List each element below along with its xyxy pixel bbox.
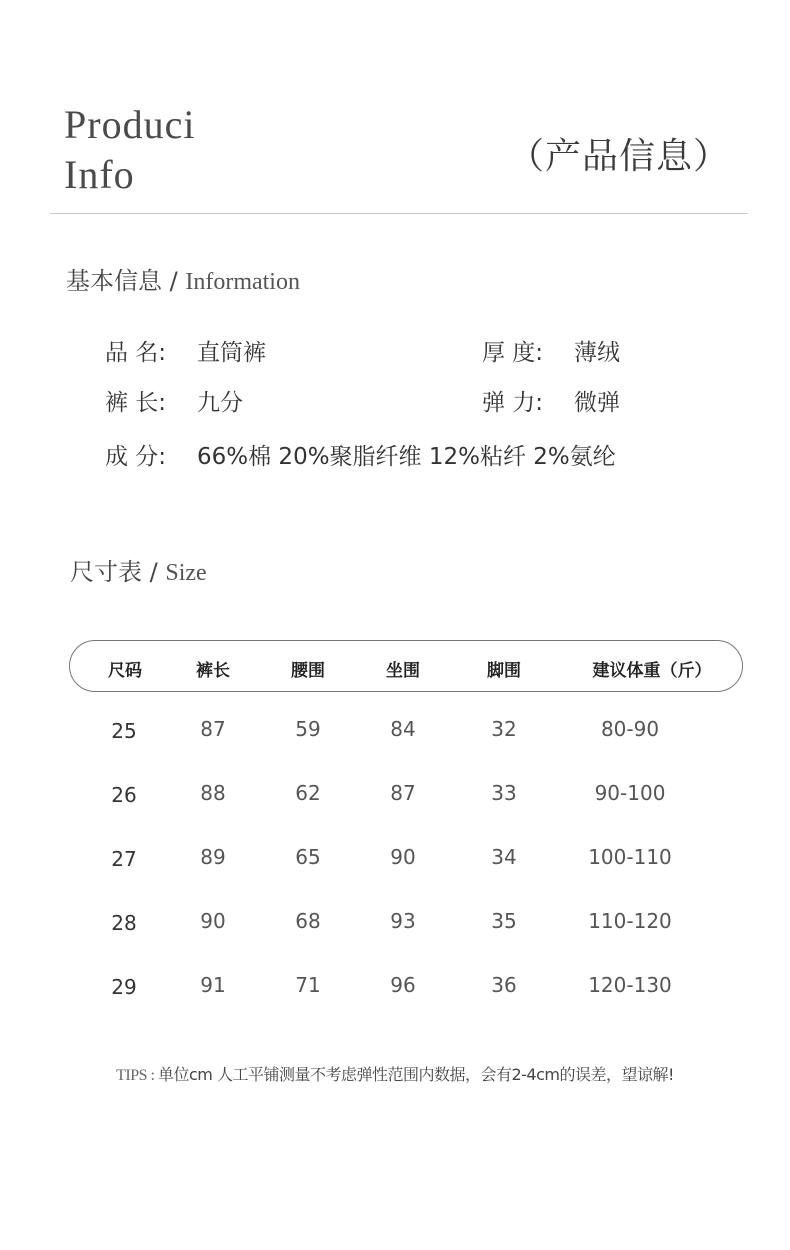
size-table-cell: 28 bbox=[111, 911, 137, 935]
info-item-length bbox=[105, 388, 243, 418]
header-divider bbox=[50, 213, 748, 214]
size-table-header-cell: 坐围 bbox=[386, 661, 420, 681]
size-table-cell: 87 bbox=[390, 781, 416, 805]
size-table-cell: 34 bbox=[491, 845, 517, 869]
size-table-header-cell: 裤长 bbox=[196, 661, 230, 681]
info-value: 薄绒 bbox=[574, 340, 620, 366]
size-table-cell: 89 bbox=[200, 845, 226, 869]
size-table-header-cell: 腰围 bbox=[291, 661, 325, 681]
size-table-cell: 32 bbox=[491, 717, 517, 741]
size-table-cell: 59 bbox=[295, 717, 321, 741]
size-table-cell: 35 bbox=[491, 909, 517, 933]
size-table-cell: 65 bbox=[295, 845, 321, 869]
size-table-cell: 91 bbox=[200, 973, 226, 997]
info-item-composition bbox=[105, 442, 616, 472]
size-table-cell: 90 bbox=[390, 845, 416, 869]
info-value: 九分 bbox=[197, 390, 243, 416]
info-item-thickness bbox=[482, 338, 620, 368]
info-item-elasticity bbox=[482, 388, 620, 418]
size-title-cn: 尺寸表 / bbox=[70, 558, 166, 586]
info-label: 裤 长: bbox=[105, 390, 167, 416]
size-table-header-cell: 尺码 bbox=[108, 661, 142, 681]
size-table-cell: 27 bbox=[111, 847, 137, 871]
size-table-cell: 25 bbox=[111, 719, 137, 743]
info-label: 成 分: bbox=[105, 444, 167, 470]
size-table-header-cell: 建议体重（斤） bbox=[592, 661, 712, 681]
page-title-cn: （产品信息） bbox=[507, 136, 730, 177]
size-table-cell: 80-90 bbox=[600, 717, 660, 741]
size-table-header-cell: 脚围 bbox=[487, 661, 521, 681]
size-table-cell: 29 bbox=[111, 975, 137, 999]
info-label: 品 名: bbox=[105, 340, 167, 366]
size-table-cell: 110-120 bbox=[588, 909, 672, 933]
basic-info-title-en: Information bbox=[185, 269, 300, 295]
size-table-cell: 84 bbox=[390, 717, 416, 741]
info-value: 微弹 bbox=[574, 390, 620, 416]
size-table-cell: 96 bbox=[390, 973, 416, 997]
size-table-cell: 87 bbox=[200, 717, 226, 741]
tips-text: 单位cm 人工平铺测量不考虑弹性范围内数据，会有2-4cm的误差，望谅解! bbox=[157, 1065, 674, 1084]
size-table-cell: 90-100 bbox=[594, 781, 666, 805]
size-table-cell: 71 bbox=[295, 973, 321, 997]
info-value: 直筒裤 bbox=[197, 340, 266, 366]
size-table-cell: 33 bbox=[491, 781, 517, 805]
size-table-cell: 68 bbox=[295, 909, 321, 933]
info-label: 厚 度: bbox=[482, 340, 544, 366]
title-line-2: Info bbox=[64, 152, 135, 197]
size-title bbox=[70, 557, 207, 588]
info-item-name bbox=[105, 338, 266, 368]
size-table-cell: 90 bbox=[200, 909, 226, 933]
size-table-cell: 26 bbox=[111, 783, 137, 807]
size-title-en: Size bbox=[165, 560, 207, 586]
size-table-cell: 93 bbox=[390, 909, 416, 933]
size-table-cell: 100-110 bbox=[588, 845, 672, 869]
size-table-cell: 120-130 bbox=[588, 973, 672, 997]
tips-note bbox=[0, 1062, 790, 1085]
info-label: 弹 力: bbox=[482, 390, 544, 416]
page-title-en bbox=[64, 100, 195, 200]
info-value: 66%棉 20%聚脂纤维 12%粘纤 2%氨纶 bbox=[197, 444, 616, 470]
basic-info-title bbox=[66, 266, 300, 297]
size-table-cell: 62 bbox=[295, 781, 321, 805]
title-line-1: Produci bbox=[64, 102, 196, 147]
tips-tag: TIPS : bbox=[116, 1067, 158, 1084]
size-table-cell: 36 bbox=[491, 973, 517, 997]
basic-info-title-cn: 基本信息 / bbox=[66, 267, 186, 295]
size-table-cell: 88 bbox=[200, 781, 226, 805]
